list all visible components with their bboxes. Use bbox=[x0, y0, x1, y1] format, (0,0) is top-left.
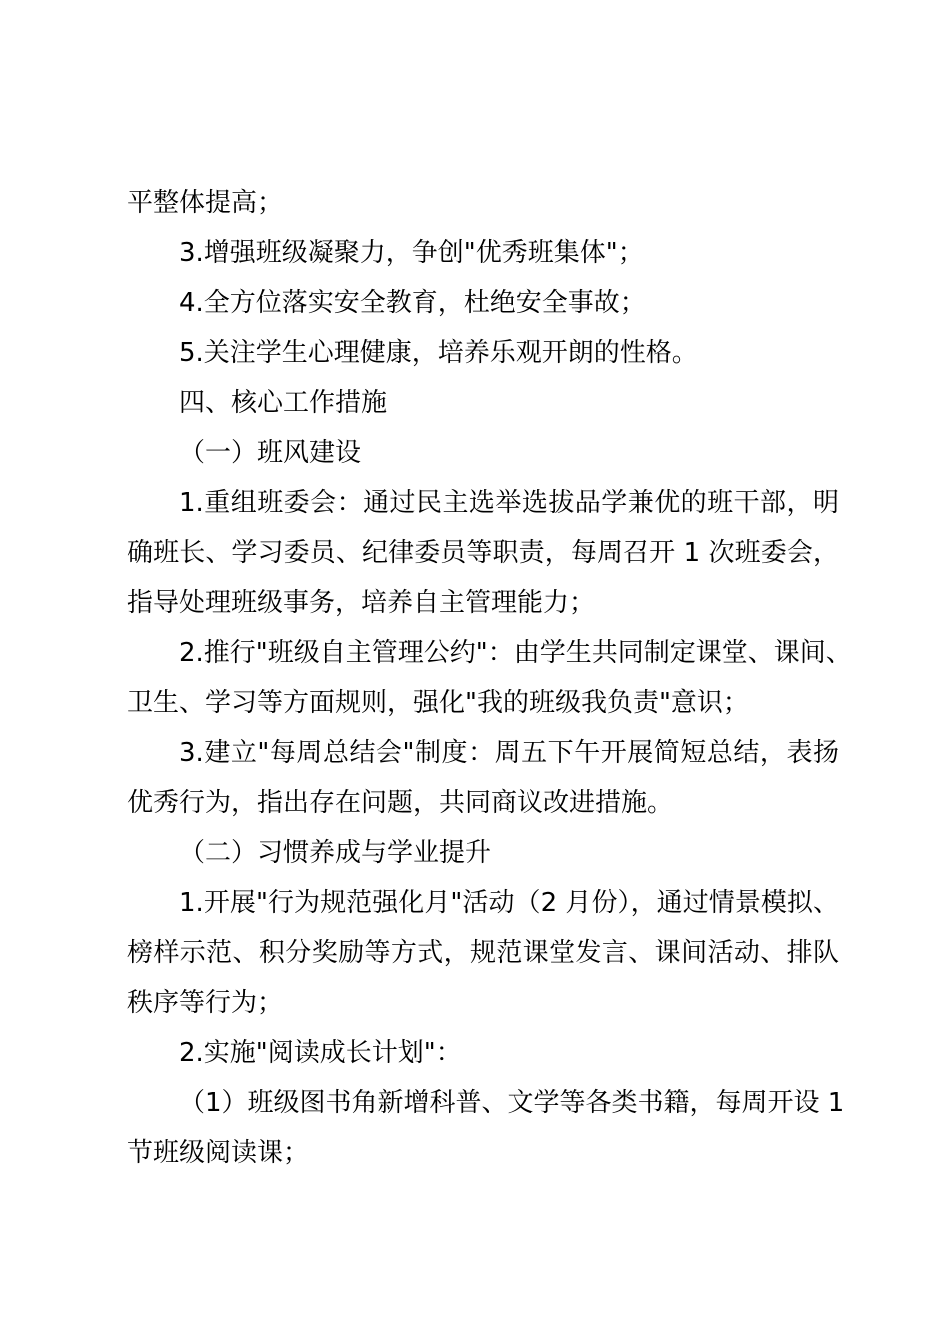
paragraph-line: 2.推行"班级自主管理公约"：由学生共同制定课堂、课间、 bbox=[179, 638, 852, 668]
paragraph-line: 1.重组班委会：通过民主选举选拔品学兼优的班干部，明 bbox=[179, 488, 839, 518]
goal-item-3: 3.增强班级凝聚力，争创"优秀班集体"； bbox=[179, 238, 644, 268]
paragraph-line: 指导处理班级事务，培养自主管理能力； bbox=[127, 588, 596, 618]
paragraph-line: 3.建立"每周总结会"制度：周五下午开展简短总结，表扬 bbox=[179, 738, 839, 768]
paragraph-line: 1.开展"行为规范强化月"活动（2 月份），通过情景模拟、 bbox=[179, 888, 839, 918]
goal-item-5: 5.关注学生心理健康，培养乐观开朗的性格。 bbox=[179, 338, 698, 368]
paragraph-line: 优秀行为，指出存在问题，共同商议改进措施。 bbox=[127, 788, 674, 818]
paragraph-line: （1）班级图书角新增科普、文学等各类书籍，每周开设 1 bbox=[179, 1088, 845, 1118]
paragraph-line: 2.实施"阅读成长计划"： bbox=[179, 1038, 462, 1068]
paragraph-line: 平整体提高； bbox=[127, 188, 284, 218]
goal-item-4: 4.全方位落实安全教育，杜绝安全事故； bbox=[179, 288, 646, 318]
document-body bbox=[127, 178, 852, 1178]
paragraph-line: 秩序等行为； bbox=[127, 988, 284, 1018]
paragraph-line: 卫生、学习等方面规则，强化"我的班级我负责"意识； bbox=[127, 688, 749, 718]
paragraph-line: 确班长、学习委员、纪律委员等职责，每周召开 1 次班委会， bbox=[127, 538, 839, 568]
subsection-heading: （一）班风建设 bbox=[179, 438, 362, 468]
paragraph-line: 节班级阅读课； bbox=[127, 1138, 310, 1168]
subsection-heading: （二）习惯养成与学业提升 bbox=[179, 838, 492, 868]
section-heading: 四、核心工作措施 bbox=[179, 388, 388, 418]
paragraph-line: 榜样示范、积分奖励等方式，规范课堂发言、课间活动、排队 bbox=[127, 938, 839, 968]
